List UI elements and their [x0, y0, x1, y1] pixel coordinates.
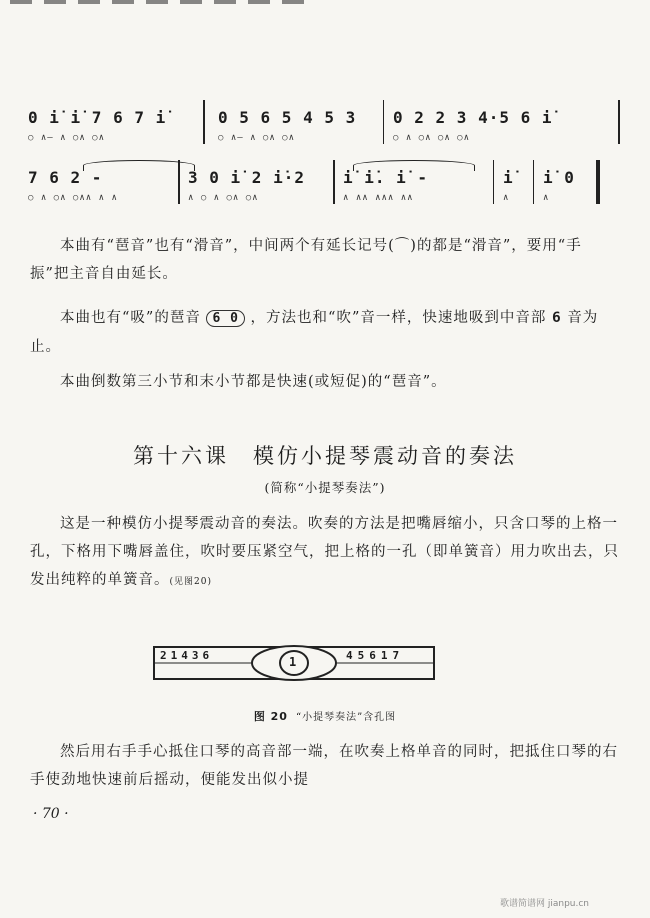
site-watermark: 歌谱简谱网 jianpu.cn [500, 899, 590, 909]
bar-line [493, 160, 494, 204]
paragraph-text: 本曲也有“吸”的琶音 [60, 310, 201, 326]
measure-notes: 0 2 2 3 4·5 6 i̇ [393, 108, 553, 127]
hole-cell: 6 [369, 649, 381, 662]
notation-line-2 [28, 160, 628, 216]
center-hole: 1 [289, 655, 297, 669]
paragraph-inhale-arpeggio [30, 304, 620, 361]
measure-notes: 7 6 2 - [28, 168, 103, 187]
harmonica-hole-diagram [150, 643, 440, 683]
hole-cell: 1 [170, 649, 182, 662]
top-dash-rule [10, 0, 310, 4]
paragraph-text: 这是一种模仿小提琴震动音的奏法。吹奏的方法是把嘴唇缩小，只含口琴的上格一孔，下格用下嘴唇盖住，吹时要压紧空气，把上格的一孔（即单簧音）用力吹出去，只发出纯粹的单簧音。 [30, 516, 619, 588]
hole-cell: 5 [357, 649, 370, 662]
figure-reference: (见图20) [169, 577, 212, 587]
measure-breath-marks: ∧ [543, 193, 550, 203]
measure-notes: 3 0 i̇ 2 i̇·2 [188, 168, 305, 187]
bar-line [203, 100, 205, 144]
measure-breath-marks: ○ ∧ ○∧ ○∧ ○∧ [393, 133, 471, 143]
measure-breath-marks: ○ ∧— ∧ ○∧ ○∧ [218, 133, 296, 143]
measure-notes: i̇ [503, 168, 514, 187]
hole-cell: 4 [181, 649, 192, 662]
figure-caption-text: “小提琴奏法”含孔图 [295, 712, 397, 723]
hole-cell: 3 [191, 649, 203, 662]
inline-notation: 6 0 [206, 310, 244, 327]
bar-line [383, 100, 384, 144]
hole-cell: 1 [380, 649, 393, 662]
measure-breath-marks: ○ ∧— ∧ ○∧ ○∧ [28, 133, 106, 143]
measure-notes: 0 5 6 5 4 5 3 [218, 108, 357, 127]
paragraph-technique [30, 510, 620, 596]
upper-hole-cells [160, 649, 213, 662]
figure-number: 图 20 [253, 710, 288, 723]
paragraph-glissando: 本曲有“琶音”也有“滑音”，中间两个有延长记号(⌒)的都是“滑音”，要用“手振”把主音自由延长。 [30, 238, 582, 282]
hole-cell: 4 [346, 649, 358, 662]
measure-notes: i̇ i̇. i̇ - [343, 168, 429, 187]
right-hole-cells [346, 649, 404, 662]
bar-line [178, 160, 180, 204]
hole-cell: 7 [392, 649, 405, 662]
bar-line [333, 160, 335, 204]
figure-caption [0, 708, 650, 724]
paragraph-text: 音为止。 [30, 310, 599, 355]
hole-cell: 2 [160, 649, 171, 662]
lesson-title: 第十六课 模仿小提琴震动音的奏法 [133, 444, 517, 468]
paragraph-text: ，方法也和“吹”音一样，快速地吸到中音部 [250, 310, 547, 326]
bar-line [618, 100, 620, 144]
measure-notes: 0 i̇ i̇ 7 6 7 i̇ [28, 108, 167, 127]
paragraph-fast-arpeggio: 本曲倒数第三小节和末小节都是快速(或短促)的“琶音”。 [60, 374, 447, 390]
measure-breath-marks: ∧ [503, 193, 510, 203]
hole-cell: 6 [202, 649, 214, 662]
inline-note: 6 [551, 310, 562, 326]
measure-breath-marks: ∧ ∧∧ ∧∧∧ ∧∧ [343, 193, 414, 203]
measure-notes: i̇ 0 [543, 168, 575, 187]
lesson-subtitle: (简称“小提琴奏法”) [264, 480, 386, 495]
notation-line-1 [28, 100, 628, 156]
paragraph-hand-vibrato: 然后用右手手心抵住口琴的高音部一端，在吹奏上格单音的同时，把抵住口琴的右手使劲地快速前后摇动，便能发出似小提 [30, 744, 618, 788]
measure-breath-marks: ○ ∧ ○∧ ○∧∧ ∧ ∧ [28, 193, 118, 203]
bar-line [533, 160, 534, 204]
final-bar-line [596, 160, 600, 204]
page-number: · 70 · [33, 806, 69, 822]
measure-breath-marks: ∧ ○ ∧ ○∧ ○∧ [188, 193, 259, 203]
